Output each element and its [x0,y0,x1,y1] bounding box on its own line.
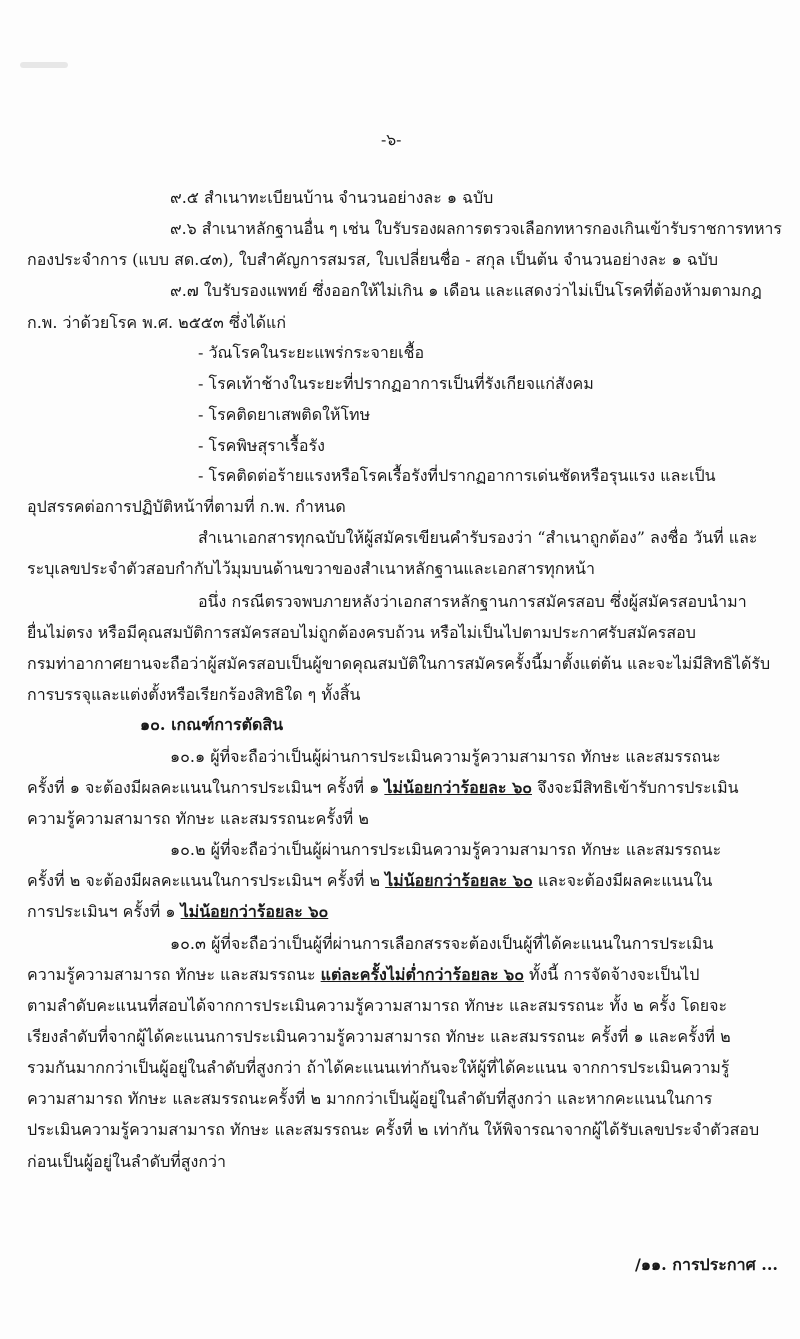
emphasis-threshold: ไม่น้อยกว่าร้อยละ ๖๐ [180,902,329,921]
item-9-7-line1: ๙.๗ ใบรับรองแพทย์ ซึ่งออกให้ไม่เกิน ๑ เดือน และแสดงว่าไม่เป็นโรคที่ต้องห้ามตามกฎ [170,281,762,300]
disease-item: - โรคพิษสุราเรื้อรัง [198,436,325,455]
note-line3: กรมท่าอากาศยานจะถือว่าผู้สมัครสอบเป็นผู้ขาดคุณสมบัติในการสมัครครั้งนี้มาตั้งแต่ต้น และจะไม่มีสิทธิได้รับ [27,654,771,673]
criterion-10-3-line3: ตามลำดับคะแนนที่สอบได้จากการประเมินความรู้ความสามารถ ทักษะ และสมรรถนะ ทั้ง ๒ ครั้ง โดยจะ [27,996,728,1015]
criterion-10-3-line8: ก่อนเป็นผู้อยู่ในลำดับที่สูงกว่า [27,1152,227,1171]
item-9-7-line2: ก.พ. ว่าด้วยโรค พ.ศ. ๒๕๕๓ ซึ่งได้แก่ [27,313,287,332]
criterion-10-2-line2: ครั้งที่ ๒ จะต้องมีผลคะแนนในการประเมินฯ ครั้งที่ ๒ ไม่น้อยกว่าร้อยละ ๖๐ และจะต้องมีผลคะแนนใน [27,871,713,890]
emphasis-threshold: ไม่น้อยกว่าร้อยละ ๖๐ [385,871,533,890]
criterion-10-3-line2: ความรู้ความสามารถ ทักษะ และสมรรถนะ แต่ละครั้งไม่ต่ำกว่าร้อยละ ๖๐ ทั้งนี้ การจัดจ้างจะเป็นไป [27,965,700,984]
note-line2: ยื่นไม่ตรง หรือมีคุณสมบัติการสมัครสอบไม่ถูกต้องครบถ้วน หรือไม่เป็นไปตามประกาศรับสมัครสอบ [27,623,696,642]
item-9-6-line2: กองประจำการ (แบบ สด.๔๓), ใบสำคัญการสมรส, ใบเปลี่ยนชื่อ - สกุล เป็นต้น จำนวนอย่างละ ๑ ฉบับ [27,250,718,269]
disease-item: - โรคเท้าช้างในระยะที่ปรากฏอาการเป็นที่รังเกียจแก่สังคม [198,374,594,393]
item-9-6-line1: ๙.๖ สำเนาหลักฐานอื่น ๆ เช่น ใบรับรองผลการตรวจเลือกทหารกองเกินเข้ารับราชการทหาร [170,219,782,238]
criterion-10-2-line1: ๑๐.๒ ผู้ที่จะถือว่าเป็นผู้ผ่านการประเมินความรู้ความสามารถ ทักษะ และสมรรถนะ [170,840,722,859]
disease-item-continued: อุปสรรคต่อการปฏิบัติหน้าที่ตามที่ ก.พ. กำหนด [27,497,346,516]
note-line4: การบรรจุและแต่งตั้งหรือเรียกร้องสิทธิใด ๆ ทั้งสิ้น [27,685,361,704]
criterion-10-1-line1: ๑๐.๑ ผู้ที่จะถือว่าเป็นผู้ผ่านการประเมินความรู้ความสามารถ ทักษะ และสมรรถนะ [170,747,721,766]
criterion-10-3-line7: ประเมินความรู้ความสามารถ ทักษะ และสมรรถนะ ครั้งที่ ๒ เท่ากัน ให้พิจารณาจากผู้ได้รับเลขประจำตัวสอบ [27,1120,760,1139]
continuation-marker: /๑๑. การประกาศ ... [634,1255,778,1274]
certify-copy-line1: สำเนาเอกสารทุกฉบับให้ผู้สมัครเขียนคำรับรองว่า “สำเนาถูกต้อง” ลงชื่อ วันที่ และ [198,528,758,547]
disease-item: - โรคติดต่อร้ายแรงหรือโรคเรื้อรังที่ปรากฏอาการเด่นชัดหรือรุนแรง และเป็น [198,466,716,485]
item-9-5: ๙.๕ สำเนาทะเบียนบ้าน จำนวนอย่างละ ๑ ฉบับ [170,188,494,207]
criterion-10-3-line1: ๑๐.๓ ผู้ที่จะถือว่าเป็นผู้ที่ผ่านการเลือกสรรจะต้องเป็นผู้ที่ได้คะแนนในการประเมิน [170,934,714,953]
note-line1: อนึ่ง กรณีตรวจพบภายหลังว่าเอกสารหลักฐานการสมัครสอบ ซึ่งผู้สมัครสอบนำมา [198,592,747,611]
certify-copy-line2: ระบุเลขประจำตัวสอบกำกับไว้มุมบนด้านขวาของสำเนาหลักฐานและเอกสารทุกหน้า [27,559,595,578]
criterion-10-1-line3: ความรู้ความสามารถ ทักษะ และสมรรถนะครั้งที่ ๒ [27,809,369,828]
criterion-10-3-line5: รวมกันมากกว่าเป็นผู้อยู่ในลำดับที่สูงกว่า ถ้าได้คะแนนเท่ากันจะให้ผู้ที่ได้คะแนน จากการประเมินความรู้ [27,1058,730,1077]
disease-item: - โรคติดยาเสพติดให้โทษ [198,405,371,424]
scan-mark [20,62,68,68]
section-10-heading: ๑๐. เกณฑ์การตัดสิน [140,715,284,734]
criterion-10-3-line6: ความสามารถ ทักษะ และสมรรถนะครั้งที่ ๒ มากกว่าเป็นผู้อยู่ในลำดับที่สูงกว่า และหากคะแนนในการ [27,1089,713,1108]
emphasis-threshold: ไม่น้อยกว่าร้อยละ ๖๐ [384,778,532,797]
emphasis-threshold: แต่ละครั้งไม่ต่ำกว่าร้อยละ ๖๐ [320,965,524,984]
criterion-10-1-line2: ครั้งที่ ๑ จะต้องมีผลคะแนนในการประเมินฯ ครั้งที่ ๑ ไม่น้อยกว่าร้อยละ ๖๐ จึงจะมีสิทธิเข้ารับการประเมิน [27,778,739,797]
criterion-10-3-line4: เรียงลำดับที่จากผู้ได้คะแนนการประเมินความรู้ความสามารถ ทักษะ และสมรรถนะ ครั้งที่ ๑ และครั้งที่ ๒ [27,1027,731,1046]
criterion-10-2-line3: การประเมินฯ ครั้งที่ ๑ ไม่น้อยกว่าร้อยละ ๖๐ [27,902,329,921]
page-number: -๖- [380,130,402,149]
disease-item: - วัณโรคในระยะแพร่กระจายเชื้อ [198,343,425,362]
